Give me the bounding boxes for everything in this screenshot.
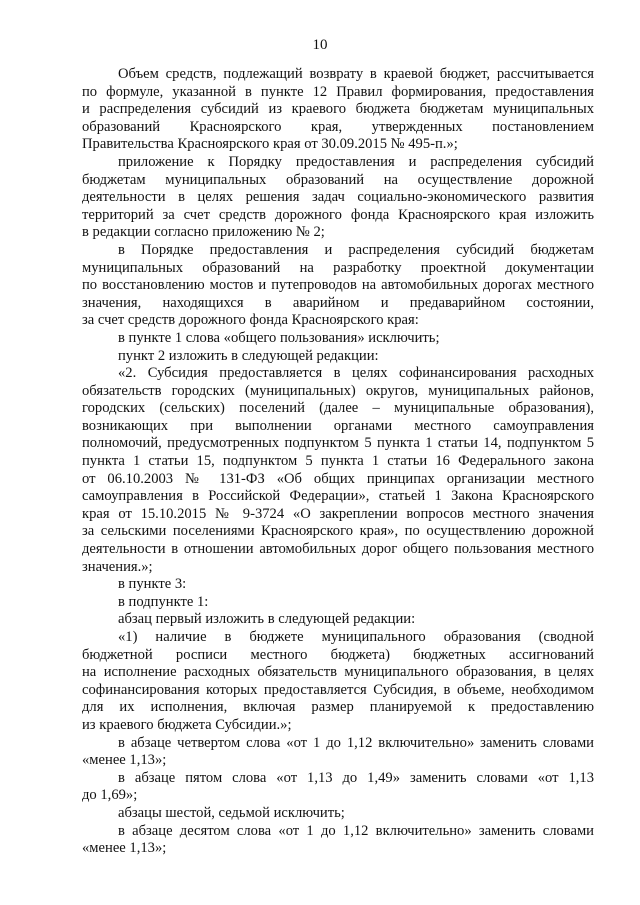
text-line: за счет средств дорожного фонда Красноярского края: xyxy=(82,312,419,329)
text-line: городских (сельских) поселений (далее – муниципальные образования), xyxy=(82,400,594,417)
text-line: софинансирования которых предоставляется Субсидия, в объеме, необходимом xyxy=(82,681,594,698)
text-line: по восстановлению мостов и путепроводов на автомобильных дорогах местного xyxy=(82,277,594,294)
text-line: деятельности в целях решения задач социально-экономического развития xyxy=(82,189,594,206)
text-line: от 06.10.2003 № 131-ФЗ «Об общих принципах организации местного xyxy=(82,470,594,487)
text-line: до 1,69»; xyxy=(82,787,138,804)
text-line: приложение к Порядку предоставления и распределения субсидий xyxy=(118,153,594,170)
text-line: пункт 2 изложить в следующей редакции: xyxy=(118,347,379,364)
text-line: Правительства Красноярского края от 30.09.2015 № 495-п.»; xyxy=(82,136,458,153)
text-line: в редакции согласно приложению № 2; xyxy=(82,224,325,241)
paragraph xyxy=(82,154,594,242)
text-line: образований Красноярского края, утвержденных постановлением xyxy=(82,118,594,135)
paragraph xyxy=(82,330,594,348)
text-line: в Порядке предоставления и распределения субсидий бюджетам xyxy=(118,241,594,258)
paragraph xyxy=(82,365,594,576)
paragraph xyxy=(82,611,594,629)
text-line: полномочий, предусмотренных подпунктом 5 пункта 1 статьи 14, подпунктом 5 xyxy=(82,435,594,452)
text-line: деятельности в отношении автомобильных дорог общего пользования местного xyxy=(82,541,594,558)
paragraph xyxy=(82,823,594,858)
text-line: края от 15.10.2015 № 9-3724 «О закреплении вопросов местного значения xyxy=(82,505,594,522)
paragraph xyxy=(82,805,594,823)
text-line: возникающих при выполнении органами местного самоуправления xyxy=(82,417,594,434)
text-line: значения.»; xyxy=(82,558,153,575)
text-line: значения, находящихся в аварийном и предаварийном состоянии, xyxy=(82,294,594,311)
text-line: пункта 1 статьи 15, подпунктом 5 пункта 1 статьи 16 Федерального закона xyxy=(82,453,594,470)
text-line: в абзаце десятом слова «от 1 до 1,12 включительно» заменить словами xyxy=(118,822,594,839)
text-line: бюджетной росписи местного бюджета) бюджетных ассигнований xyxy=(82,646,594,663)
text-line: территорий за счет средств дорожного фонда Красноярского края изложить xyxy=(82,206,594,223)
text-line: в подпункте 1: xyxy=(118,593,209,610)
text-line: муниципальных образований на разработку проектной документации xyxy=(82,259,594,276)
document-body xyxy=(82,66,594,858)
text-line: для их исполнения, включая размер планируемой к предоставлению xyxy=(82,699,594,716)
text-line: абзацы шестой, седьмой исключить; xyxy=(118,804,345,821)
text-line: на исполнение расходных обязательств муниципального образования, в целях xyxy=(82,664,594,681)
text-line: и распределения субсидий из краевого бюджета бюджетам муниципальных xyxy=(82,101,594,118)
paragraph xyxy=(82,594,594,612)
text-line: обязательств городских (муниципальных) округов, муниципальных районов, xyxy=(82,382,594,399)
text-line: по формуле, указанной в пункте 12 Правил формирования, предоставления xyxy=(82,83,594,100)
paragraph xyxy=(82,66,594,154)
text-line: «2. Субсидия предоставляется в целях софинансирования расходных xyxy=(118,365,594,382)
text-line: в абзаце четвертом слова «от 1 до 1,12 включительно» заменить словами xyxy=(118,734,594,751)
text-line: «менее 1,13»; xyxy=(82,752,167,769)
paragraph xyxy=(82,242,594,330)
text-line: из краевого бюджета Субсидии.»; xyxy=(82,716,292,733)
text-line: в пункте 3: xyxy=(118,576,187,593)
text-line: абзац первый изложить в следующей редакции: xyxy=(118,611,416,628)
paragraph xyxy=(82,348,594,366)
text-line: «1) наличие в бюджете муниципального образования (сводной xyxy=(118,629,594,645)
paragraph xyxy=(82,576,594,594)
paragraph xyxy=(82,629,594,735)
text-line: в пункте 1 слова «общего пользования» исключить; xyxy=(118,329,440,346)
text-line: самоуправления в Российской Федерации», статьей 1 Закона Красноярского xyxy=(82,488,594,505)
text-line: за сельскими поселениями Красноярского края», по осуществлению дорожной xyxy=(82,523,594,540)
paragraph xyxy=(82,770,594,805)
text-line: Объем средств, подлежащий возврату в краевой бюджет, рассчитывается xyxy=(118,66,594,82)
page-number: 10 xyxy=(312,37,328,53)
text-line: бюджетам муниципальных образований на осуществление дорожной xyxy=(82,171,594,188)
paragraph xyxy=(82,735,594,770)
text-line: «менее 1,13»; xyxy=(82,840,167,857)
text-line: в абзаце пятом слова «от 1,13 до 1,49» заменить словами «от 1,13 xyxy=(118,769,594,786)
